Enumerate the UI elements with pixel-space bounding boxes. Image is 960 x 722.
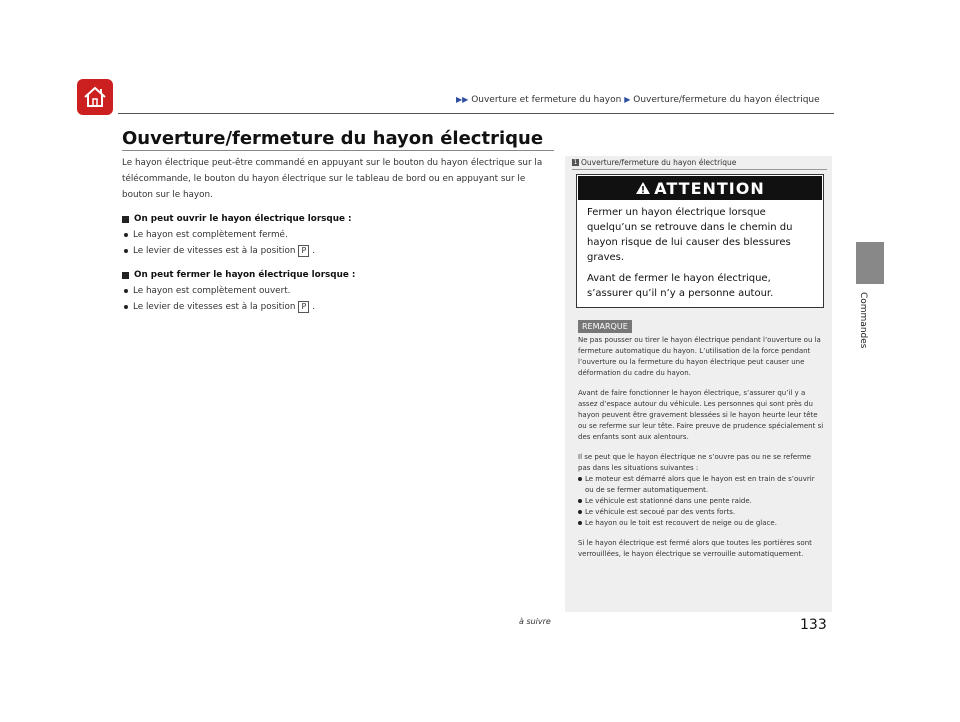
remarque-paragraph-4: Si le hayon électrique est fermé alors que toutes les portières sont verrouillées, le hayon électrique se verrouille automatiquement. — [578, 539, 812, 558]
list-item — [578, 496, 825, 507]
gear-p-symbol: P — [298, 245, 309, 257]
header-divider — [118, 113, 834, 114]
attention-paragraph-2: Avant de fermer le hayon électrique, s’assurer qu’il n’y a personne autour. — [587, 273, 774, 299]
list-item — [578, 518, 825, 529]
open-bullet-2: Le levier de vitesses est à la position — [133, 246, 296, 256]
title-divider — [122, 150, 554, 151]
page-title: Ouverture/fermeture du hayon électrique — [122, 128, 544, 149]
side-note-panel — [565, 156, 832, 612]
home-button[interactable] — [77, 79, 113, 115]
close-bullet-2: Le levier de vitesses est à la position — [133, 302, 296, 312]
bullet-icon — [578, 510, 582, 514]
remarque-badge: REMARQUE — [578, 320, 632, 333]
close-bullet-2-end: . — [312, 302, 316, 312]
square-bullet-icon — [122, 272, 129, 279]
close-heading-text: On peut fermer le hayon électrique lorsque : — [134, 270, 356, 280]
home-icon — [82, 85, 108, 109]
remarque-paragraph-2: Avant de faire fonctionner le hayon électrique, s’assurer qu’il y a assez d’espace autour du véhicule. Les personnes qui sont près du hayon peuvent être gravement blessées si le hayon heurte leur tête ou se referme sur leur tête. Faire preuve de prudence spécialement si des enfants sont aux alentours. — [578, 389, 824, 441]
remarque-list — [578, 474, 825, 529]
list-item — [122, 283, 558, 299]
breadcrumb — [456, 95, 820, 105]
remarque-paragraph-3: Il se peut que le hayon électrique ne s’ouvre pas ou ne se referme pas dans les situations suivantes : — [578, 453, 811, 472]
breadcrumb-arrow-icon: ▶ — [624, 95, 631, 104]
list-item — [122, 227, 558, 243]
intro-paragraph: Le hayon électrique peut-être commandé en appuyant sur le bouton du hayon électrique sur la télécommande, le bouton du hayon électrique sur le tableau de bord ou en appuyant sur le bouton sur le hayon. — [122, 158, 543, 200]
section-tab[interactable] — [856, 242, 884, 284]
bullet-icon — [578, 499, 582, 503]
reference-number-icon: 1 — [573, 159, 578, 166]
close-section-heading — [122, 267, 558, 283]
attention-label: ATTENTION — [654, 178, 765, 198]
remarque-paragraph-1: Ne pas pousser ou tirer le hayon électrique pendant l’ouverture ou la fermeture automatique du hayon. L’utilisation de la force pendant l’ouverture ou la fermeture du hayon électrique peut causer une déformation du cadre du hayon. — [578, 336, 821, 377]
warning-icon — [635, 181, 651, 195]
remarque-item-4: Le hayon ou le toit est recouvert de neige ou de glace. — [585, 519, 777, 527]
list-item — [578, 507, 825, 518]
attention-box — [576, 174, 824, 308]
attention-paragraph-1: Fermer un hayon électrique lorsque quelqu’un se retrouve dans le chemin du hayon risque de lui causer des blessures graves. — [587, 207, 793, 263]
page-number: 133 — [800, 617, 827, 633]
bullet-icon — [124, 305, 128, 309]
list-item — [578, 474, 825, 496]
gear-p-symbol: P — [298, 301, 309, 313]
breadcrumb-item-2[interactable]: Ouverture/fermeture du hayon électrique — [633, 95, 820, 105]
list-item — [122, 243, 558, 259]
bullet-icon — [578, 521, 582, 525]
list-item — [122, 299, 558, 315]
bullet-icon — [124, 233, 128, 237]
panel-divider — [572, 169, 827, 170]
panel-heading-text: Ouverture/fermeture du hayon électrique — [581, 158, 737, 167]
section-label-text: Commandes — [858, 292, 868, 349]
breadcrumb-item-1[interactable]: Ouverture et fermeture du hayon — [471, 95, 622, 105]
bullet-icon — [124, 249, 128, 253]
open-bullet-2-end: . — [312, 246, 316, 256]
section-label — [854, 292, 888, 372]
open-bullet-1: Le hayon est complètement fermé. — [133, 230, 288, 240]
continued-label: à suivre — [519, 617, 551, 626]
bullet-icon — [578, 477, 582, 481]
breadcrumb-arrow-icon: ▶▶ — [456, 95, 469, 104]
panel-heading — [572, 158, 736, 167]
square-bullet-icon — [122, 216, 129, 223]
remarque-item-1: Le moteur est démarré alors que le hayon est en train de s’ouvrir ou de se fermer automatiquement. — [585, 475, 815, 494]
attention-header — [578, 176, 822, 200]
bullet-icon — [124, 289, 128, 293]
remarque-text — [578, 335, 825, 569]
remarque-item-2: Le véhicule est stationné dans une pente raide. — [585, 497, 752, 505]
main-content — [122, 155, 558, 315]
open-section-heading — [122, 211, 558, 227]
close-bullet-1: Le hayon est complètement ouvert. — [133, 286, 291, 296]
remarque-item-3: Le véhicule est secoué par des vents forts. — [585, 508, 736, 516]
open-heading-text: On peut ouvrir le hayon électrique lorsque : — [134, 214, 352, 224]
attention-text — [587, 205, 815, 307]
